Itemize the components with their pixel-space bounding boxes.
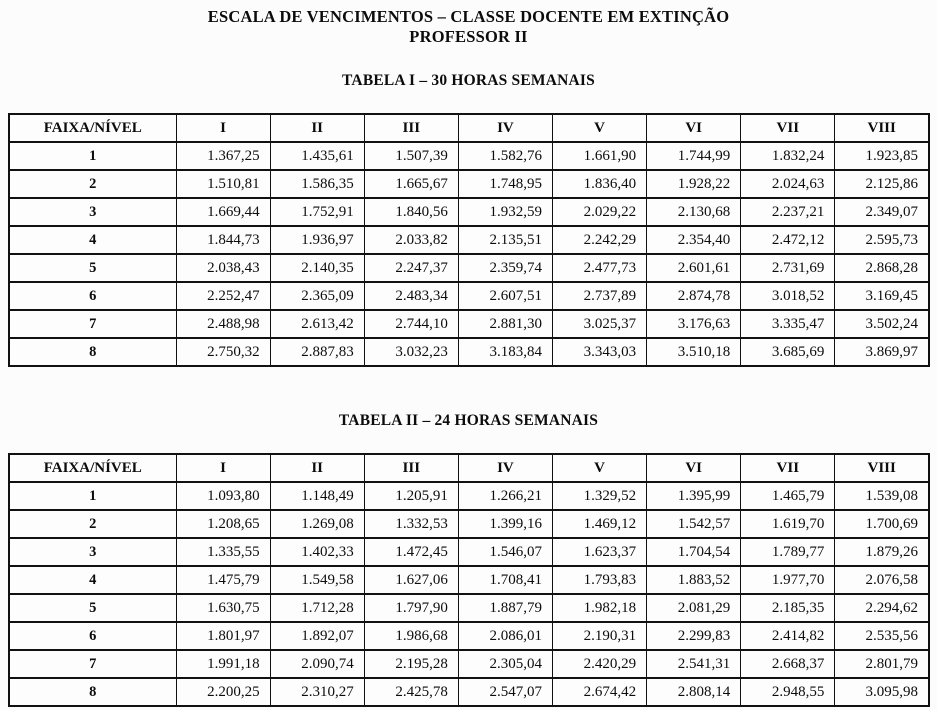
salary-value-cell: 1.887,79 [458, 594, 552, 622]
table-row [9, 282, 929, 310]
salary-value-cell: 1.752,91 [270, 198, 364, 226]
salary-value-cell: 2.595,73 [835, 226, 929, 254]
salary-value-cell: 1.269,08 [270, 510, 364, 538]
salary-value-cell: 2.414,82 [741, 622, 835, 650]
row-level: 8 [9, 338, 176, 366]
table-row [9, 510, 929, 538]
salary-value-cell: 2.185,35 [741, 594, 835, 622]
column-header: VII [741, 454, 835, 482]
salary-value-cell: 2.547,07 [458, 678, 552, 706]
salary-value-cell: 1.797,90 [364, 594, 458, 622]
salary-value-cell: 2.731,69 [741, 254, 835, 282]
salary-value-cell: 1.582,76 [458, 142, 552, 170]
salary-value-cell: 1.844,73 [176, 226, 270, 254]
salary-value-cell: 2.090,74 [270, 650, 364, 678]
table-header [9, 454, 929, 482]
table2-caption: TABELA II – 24 HORAS SEMANAIS [338, 412, 599, 429]
salary-value-cell: 2.024,63 [741, 170, 835, 198]
column-header: VIII [835, 114, 929, 142]
table-header-row [9, 454, 929, 482]
salary-value-cell: 1.986,68 [364, 622, 458, 650]
salary-value-cell: 2.130,68 [647, 198, 741, 226]
salary-value-cell: 2.472,12 [741, 226, 835, 254]
salary-value-cell: 2.483,34 [364, 282, 458, 310]
salary-value-cell: 2.425,78 [364, 678, 458, 706]
column-header: II [270, 114, 364, 142]
row-level: 1 [9, 482, 176, 510]
row-level: 3 [9, 538, 176, 566]
salary-value-cell: 1.542,57 [647, 510, 741, 538]
salary-value-cell: 1.465,79 [741, 482, 835, 510]
row-level: 6 [9, 282, 176, 310]
salary-value-cell: 1.793,83 [553, 566, 647, 594]
salary-value-cell: 2.868,28 [835, 254, 929, 282]
salary-value-cell: 3.685,69 [741, 338, 835, 366]
salary-value-cell: 3.335,47 [741, 310, 835, 338]
salary-value-cell: 2.076,58 [835, 566, 929, 594]
salary-value-cell: 3.095,98 [835, 678, 929, 706]
salary-value-cell: 2.125,86 [835, 170, 929, 198]
salary-value-cell: 1.093,80 [176, 482, 270, 510]
table-row [9, 678, 929, 706]
salary-value-cell: 1.208,65 [176, 510, 270, 538]
salary-value-cell: 1.475,79 [176, 566, 270, 594]
salary-value-cell: 1.205,91 [364, 482, 458, 510]
column-header: I [176, 114, 270, 142]
table-row [9, 594, 929, 622]
salary-value-cell: 2.237,21 [741, 198, 835, 226]
salary-value-cell: 1.435,61 [270, 142, 364, 170]
salary-value-cell: 2.081,29 [647, 594, 741, 622]
salary-value-cell: 1.665,67 [364, 170, 458, 198]
document-title-line2: PROFESSOR II [409, 27, 528, 46]
table-row [9, 170, 929, 198]
salary-value-cell: 1.367,25 [176, 142, 270, 170]
salary-value-cell: 1.744,99 [647, 142, 741, 170]
salary-value-cell: 1.627,06 [364, 566, 458, 594]
salary-value-cell: 2.668,37 [741, 650, 835, 678]
column-header: III [364, 114, 458, 142]
salary-value-cell: 2.252,47 [176, 282, 270, 310]
table-header-row [9, 114, 929, 142]
salary-value-cell: 1.266,21 [458, 482, 552, 510]
salary-value-cell: 1.932,59 [458, 198, 552, 226]
salary-value-cell: 3.176,63 [647, 310, 741, 338]
salary-value-cell: 1.630,75 [176, 594, 270, 622]
salary-value-cell: 2.200,25 [176, 678, 270, 706]
salary-value-cell: 2.086,01 [458, 622, 552, 650]
salary-value-cell: 2.808,14 [647, 678, 741, 706]
salary-value-cell: 3.869,97 [835, 338, 929, 366]
salary-value-cell: 2.190,31 [553, 622, 647, 650]
salary-value-cell: 1.977,70 [741, 566, 835, 594]
salary-value-cell: 1.748,95 [458, 170, 552, 198]
salary-value-cell: 1.669,44 [176, 198, 270, 226]
salary-value-cell: 1.510,81 [176, 170, 270, 198]
salary-value-cell: 1.399,16 [458, 510, 552, 538]
salary-value-cell: 1.507,39 [364, 142, 458, 170]
row-level: 2 [9, 170, 176, 198]
salary-value-cell: 1.700,69 [835, 510, 929, 538]
column-header: VII [741, 114, 835, 142]
salary-value-cell: 1.879,26 [835, 538, 929, 566]
salary-value-cell: 1.469,12 [553, 510, 647, 538]
salary-value-cell: 2.195,28 [364, 650, 458, 678]
salary-value-cell: 1.148,49 [270, 482, 364, 510]
salary-value-cell: 2.750,32 [176, 338, 270, 366]
table-body [9, 142, 929, 366]
salary-value-cell: 1.982,18 [553, 594, 647, 622]
salary-value-cell: 2.242,29 [553, 226, 647, 254]
table-row [9, 226, 929, 254]
salary-value-cell: 2.674,42 [553, 678, 647, 706]
salary-value-cell: 1.801,97 [176, 622, 270, 650]
table1-caption: TABELA I – 30 HORAS SEMANAIS [342, 72, 595, 89]
salary-value-cell: 3.169,45 [835, 282, 929, 310]
table-row [9, 338, 929, 366]
row-level: 4 [9, 566, 176, 594]
column-header: II [270, 454, 364, 482]
salary-value-cell: 2.305,04 [458, 650, 552, 678]
row-level: 6 [9, 622, 176, 650]
column-header: VI [647, 454, 741, 482]
table-row [9, 482, 929, 510]
salary-value-cell: 1.892,07 [270, 622, 364, 650]
salary-value-cell: 2.247,37 [364, 254, 458, 282]
salary-value-cell: 2.535,56 [835, 622, 929, 650]
column-header: VIII [835, 454, 929, 482]
salary-value-cell: 2.737,89 [553, 282, 647, 310]
salary-value-cell: 2.887,83 [270, 338, 364, 366]
salary-value-cell: 2.874,78 [647, 282, 741, 310]
salary-value-cell: 1.395,99 [647, 482, 741, 510]
column-header: IV [458, 454, 552, 482]
column-header: IV [458, 114, 552, 142]
salary-value-cell: 2.294,62 [835, 594, 929, 622]
salary-value-cell: 3.183,84 [458, 338, 552, 366]
table-row [9, 198, 929, 226]
row-level: 5 [9, 594, 176, 622]
salary-value-cell: 2.744,10 [364, 310, 458, 338]
table-row [9, 142, 929, 170]
salary-value-cell: 1.836,40 [553, 170, 647, 198]
salary-value-cell: 1.402,33 [270, 538, 364, 566]
table-body [9, 482, 929, 706]
salary-value-cell: 2.038,43 [176, 254, 270, 282]
salary-value-cell: 1.661,90 [553, 142, 647, 170]
row-level: 7 [9, 650, 176, 678]
salary-value-cell: 2.299,83 [647, 622, 741, 650]
row-level: 8 [9, 678, 176, 706]
salary-value-cell: 3.510,18 [647, 338, 741, 366]
salary-value-cell: 1.549,58 [270, 566, 364, 594]
salary-value-cell: 2.033,82 [364, 226, 458, 254]
table-row [9, 254, 929, 282]
salary-value-cell: 1.840,56 [364, 198, 458, 226]
row-level: 3 [9, 198, 176, 226]
salary-value-cell: 1.789,77 [741, 538, 835, 566]
salary-value-cell: 1.472,45 [364, 538, 458, 566]
salary-value-cell: 2.365,09 [270, 282, 364, 310]
salary-value-cell: 1.991,18 [176, 650, 270, 678]
salary-value-cell: 2.135,51 [458, 226, 552, 254]
table-header [9, 114, 929, 142]
salary-value-cell: 3.025,37 [553, 310, 647, 338]
salary-value-cell: 1.586,35 [270, 170, 364, 198]
salary-value-cell: 1.619,70 [741, 510, 835, 538]
salary-value-cell: 1.329,52 [553, 482, 647, 510]
column-header: FAIXA/NÍVEL [9, 114, 176, 142]
salary-value-cell: 1.936,97 [270, 226, 364, 254]
salary-value-cell: 1.883,52 [647, 566, 741, 594]
salary-value-cell: 2.488,98 [176, 310, 270, 338]
salary-value-cell: 2.801,79 [835, 650, 929, 678]
table-row [9, 650, 929, 678]
row-level: 1 [9, 142, 176, 170]
salary-value-cell: 1.712,28 [270, 594, 364, 622]
salary-value-cell: 2.420,29 [553, 650, 647, 678]
salary-value-cell: 1.623,37 [553, 538, 647, 566]
salary-value-cell: 2.601,61 [647, 254, 741, 282]
salary-value-cell: 2.354,40 [647, 226, 741, 254]
salary-value-cell: 1.335,55 [176, 538, 270, 566]
salary-value-cell: 3.343,03 [553, 338, 647, 366]
salary-value-cell: 2.029,22 [553, 198, 647, 226]
salary-value-cell: 1.332,53 [364, 510, 458, 538]
salary-value-cell: 2.477,73 [553, 254, 647, 282]
salary-value-cell: 2.310,27 [270, 678, 364, 706]
row-level: 5 [9, 254, 176, 282]
salary-value-cell: 3.018,52 [741, 282, 835, 310]
salary-value-cell: 2.948,55 [741, 678, 835, 706]
salary-value-cell: 2.881,30 [458, 310, 552, 338]
salary-value-cell: 3.502,24 [835, 310, 929, 338]
column-header: III [364, 454, 458, 482]
document-title-line1: ESCALA DE VENCIMENTOS – CLASSE DOCENTE EM EXTINÇÃO [207, 7, 730, 26]
salary-value-cell: 1.832,24 [741, 142, 835, 170]
column-header: V [553, 454, 647, 482]
salary-value-cell: 1.539,08 [835, 482, 929, 510]
column-header: VI [647, 114, 741, 142]
salary-table-30-hours [8, 113, 930, 367]
column-header: I [176, 454, 270, 482]
row-level: 7 [9, 310, 176, 338]
table-row [9, 566, 929, 594]
table-row [9, 622, 929, 650]
salary-value-cell: 1.923,85 [835, 142, 929, 170]
salary-value-cell: 2.613,42 [270, 310, 364, 338]
salary-value-cell: 3.032,23 [364, 338, 458, 366]
salary-value-cell: 2.349,07 [835, 198, 929, 226]
salary-value-cell: 2.359,74 [458, 254, 552, 282]
salary-value-cell: 2.607,51 [458, 282, 552, 310]
salary-value-cell: 1.546,07 [458, 538, 552, 566]
salary-value-cell: 2.140,35 [270, 254, 364, 282]
salary-table-24-hours [8, 453, 930, 707]
salary-value-cell: 1.708,41 [458, 566, 552, 594]
salary-value-cell: 2.541,31 [647, 650, 741, 678]
table-row [9, 538, 929, 566]
column-header: V [553, 114, 647, 142]
row-level: 4 [9, 226, 176, 254]
table-row [9, 310, 929, 338]
salary-value-cell: 1.704,54 [647, 538, 741, 566]
column-header: FAIXA/NÍVEL [9, 454, 176, 482]
salary-value-cell: 1.928,22 [647, 170, 741, 198]
row-level: 2 [9, 510, 176, 538]
